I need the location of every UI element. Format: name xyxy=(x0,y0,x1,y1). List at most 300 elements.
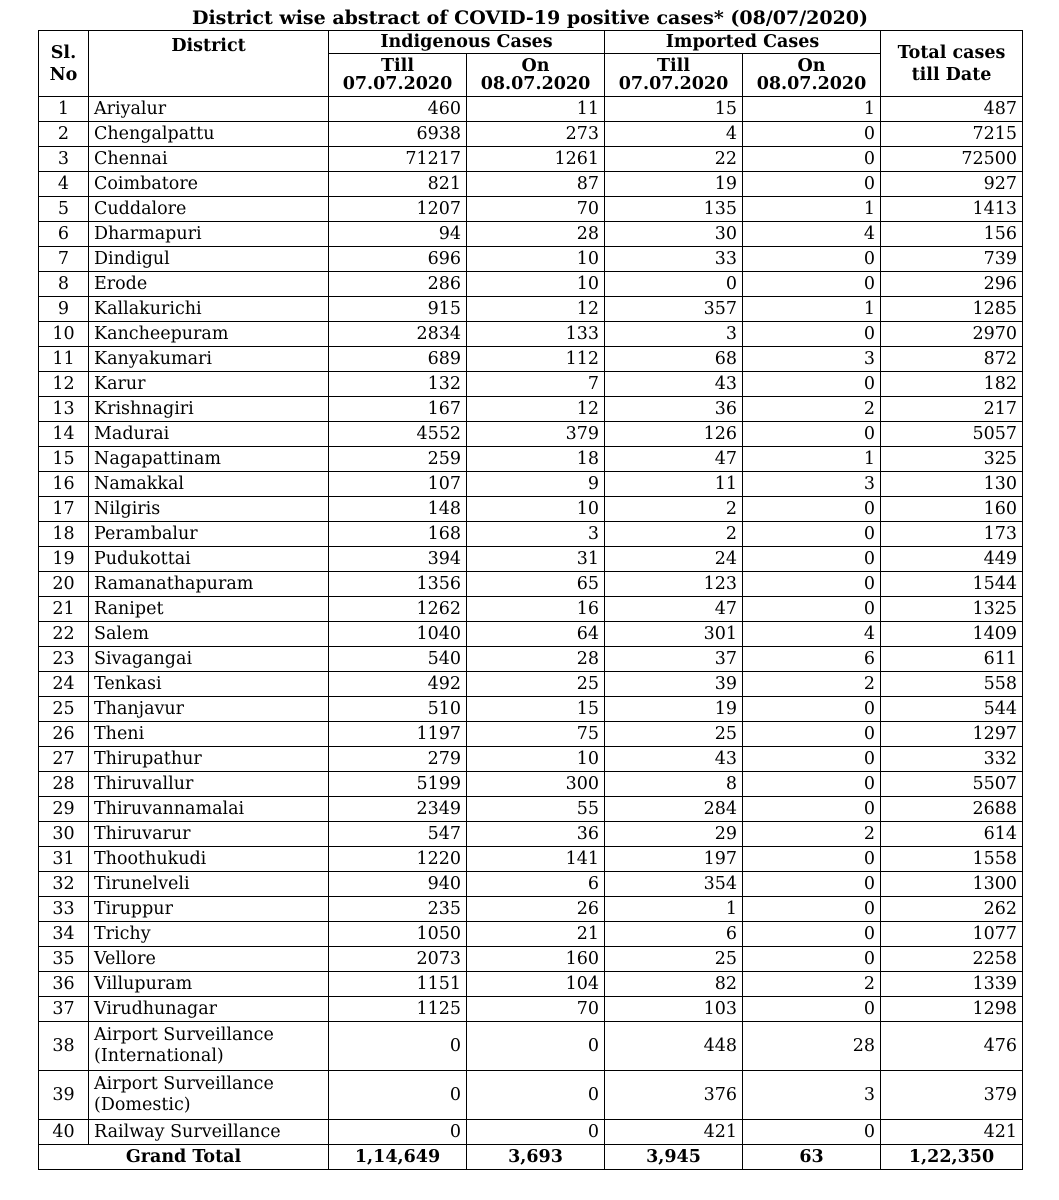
imported-on-cell: 2 xyxy=(743,397,881,422)
table-row xyxy=(39,247,1023,272)
indigenous-on-cell: 21 xyxy=(467,922,605,947)
table-row xyxy=(39,622,1023,647)
total-cases-cell: 927 xyxy=(881,172,1023,197)
indigenous-on-cell: 133 xyxy=(467,322,605,347)
sl-no-cell: 33 xyxy=(39,897,89,922)
district-cell: Perambalur xyxy=(89,522,329,547)
imported-till-cell: 4 xyxy=(605,122,743,147)
total-cases-cell: 476 xyxy=(881,1022,1023,1071)
sl-no-cell: 27 xyxy=(39,747,89,772)
district-cell: Salem xyxy=(89,622,329,647)
imported-till-cell: 19 xyxy=(605,697,743,722)
table-row xyxy=(39,597,1023,622)
indigenous-on-cell: 10 xyxy=(467,272,605,297)
imported-till-cell: 43 xyxy=(605,372,743,397)
header-district xyxy=(89,31,329,97)
table-row xyxy=(39,522,1023,547)
table-row xyxy=(39,547,1023,572)
indigenous-on-cell: 6 xyxy=(467,872,605,897)
indigenous-on-cell: 15 xyxy=(467,697,605,722)
imported-on-cell: 0 xyxy=(743,922,881,947)
indigenous-on-cell: 28 xyxy=(467,222,605,247)
sl-no-cell: 38 xyxy=(39,1022,89,1071)
table-row xyxy=(39,897,1023,922)
table-row xyxy=(39,447,1023,472)
imported-till-cell: 39 xyxy=(605,672,743,697)
table-row xyxy=(39,872,1023,897)
imported-on-cell: 2 xyxy=(743,972,881,997)
indigenous-on-cell: 16 xyxy=(467,597,605,622)
sl-no-cell: 13 xyxy=(39,397,89,422)
indigenous-till-cell: 1151 xyxy=(329,972,467,997)
sl-no-cell: 29 xyxy=(39,797,89,822)
table-row xyxy=(39,197,1023,222)
indigenous-on-cell: 28 xyxy=(467,647,605,672)
imported-on-cell: 0 xyxy=(743,847,881,872)
sl-no-cell: 11 xyxy=(39,347,89,372)
imported-on-cell: 0 xyxy=(743,522,881,547)
indigenous-on-cell: 70 xyxy=(467,197,605,222)
imported-on-cell: 0 xyxy=(743,722,881,747)
imported-till-cell: 197 xyxy=(605,847,743,872)
sl-no-cell: 18 xyxy=(39,522,89,547)
total-cases-cell: 182 xyxy=(881,372,1023,397)
total-cases-cell: 160 xyxy=(881,497,1023,522)
total-cases-cell: 1298 xyxy=(881,997,1023,1022)
indigenous-till-cell: 1125 xyxy=(329,997,467,1022)
district-cell: Tirunelveli xyxy=(89,872,329,897)
total-cases-cell: 72500 xyxy=(881,147,1023,172)
indigenous-on-cell: 12 xyxy=(467,297,605,322)
imported-till-cell: 25 xyxy=(605,722,743,747)
district-cell: Kanyakumari xyxy=(89,347,329,372)
total-cases-cell: 1077 xyxy=(881,922,1023,947)
sl-no-cell: 28 xyxy=(39,772,89,797)
imported-on-cell: 0 xyxy=(743,897,881,922)
district-cell: Cuddalore xyxy=(89,197,329,222)
table-row xyxy=(39,772,1023,797)
sl-no-cell: 14 xyxy=(39,422,89,447)
total-cases-cell: 449 xyxy=(881,547,1023,572)
total-cases-cell: 1413 xyxy=(881,197,1023,222)
district-cell: Thiruvannamalai xyxy=(89,797,329,822)
imported-on-cell: 0 xyxy=(743,747,881,772)
imported-till-cell: 22 xyxy=(605,147,743,172)
total-cases-cell: 739 xyxy=(881,247,1023,272)
sl-no-cell: 31 xyxy=(39,847,89,872)
imported-on-cell: 0 xyxy=(743,947,881,972)
indigenous-till-cell: 4552 xyxy=(329,422,467,447)
total-cases-cell: 1409 xyxy=(881,622,1023,647)
table-row xyxy=(39,397,1023,422)
imported-till-cell: 0 xyxy=(605,272,743,297)
indigenous-till-cell: 510 xyxy=(329,697,467,722)
imported-till-cell: 82 xyxy=(605,972,743,997)
total-cases-cell: 156 xyxy=(881,222,1023,247)
indigenous-on-cell: 36 xyxy=(467,822,605,847)
district-cell: Nagapattinam xyxy=(89,447,329,472)
imported-till-cell: 3 xyxy=(605,322,743,347)
imported-on-cell: 6 xyxy=(743,647,881,672)
table-row xyxy=(39,1071,1023,1120)
imported-till-cell: 11 xyxy=(605,472,743,497)
district-cell: Chennai xyxy=(89,147,329,172)
imported-on-cell: 0 xyxy=(743,247,881,272)
sl-no-cell: 16 xyxy=(39,472,89,497)
district-cell: Thanjavur xyxy=(89,697,329,722)
header-indigenous-cases: Indigenous Cases xyxy=(329,31,605,54)
table-body xyxy=(39,97,1023,1145)
total-cases-cell: 1285 xyxy=(881,297,1023,322)
indigenous-till-cell: 821 xyxy=(329,172,467,197)
indigenous-till-cell: 71217 xyxy=(329,147,467,172)
district-cases-table xyxy=(38,30,1023,1170)
imported-on-cell: 0 xyxy=(743,772,881,797)
imported-on-cell: 3 xyxy=(743,472,881,497)
sl-no-cell: 9 xyxy=(39,297,89,322)
imported-till-cell: 103 xyxy=(605,997,743,1022)
district-cell: Villupuram xyxy=(89,972,329,997)
indigenous-on-cell: 112 xyxy=(467,347,605,372)
total-cases-cell: 7215 xyxy=(881,122,1023,147)
indigenous-on-cell: 87 xyxy=(467,172,605,197)
table-row xyxy=(39,922,1023,947)
imported-till-cell: 43 xyxy=(605,747,743,772)
imported-on-cell: 4 xyxy=(743,622,881,647)
indigenous-till-cell: 1040 xyxy=(329,622,467,647)
imported-on-cell: 0 xyxy=(743,372,881,397)
sl-no-cell: 7 xyxy=(39,247,89,272)
table-row xyxy=(39,997,1023,1022)
indigenous-on-cell: 104 xyxy=(467,972,605,997)
imported-on-cell: 2 xyxy=(743,672,881,697)
indigenous-on-cell: 64 xyxy=(467,622,605,647)
indigenous-on-cell: 379 xyxy=(467,422,605,447)
imported-till-cell: 47 xyxy=(605,447,743,472)
page-title: District wise abstract of COVID-19 positive cases* (08/07/2020) xyxy=(191,7,869,29)
total-cases-cell: 2688 xyxy=(881,797,1023,822)
table-row xyxy=(39,1120,1023,1145)
district-cell: Thiruvallur xyxy=(89,772,329,797)
indigenous-on-cell: 70 xyxy=(467,997,605,1022)
district-cell: Thiruvarur xyxy=(89,822,329,847)
sl-no-cell: 15 xyxy=(39,447,89,472)
district-cell: Tenkasi xyxy=(89,672,329,697)
table-row xyxy=(39,472,1023,497)
district-cell: Ranipet xyxy=(89,597,329,622)
imported-till-cell: 421 xyxy=(605,1120,743,1145)
district-cell: Railway Surveillance xyxy=(89,1120,329,1145)
total-cases-cell: 296 xyxy=(881,272,1023,297)
indigenous-on-cell: 18 xyxy=(467,447,605,472)
imported-on-cell: 0 xyxy=(743,1120,881,1145)
district-cell: Trichy xyxy=(89,922,329,947)
total-cases-cell: 1297 xyxy=(881,722,1023,747)
table-row xyxy=(39,972,1023,997)
district-cell: Airport Surveillance (Domestic) xyxy=(89,1071,329,1120)
header-indigenous-till: Till 07.07.2020 xyxy=(329,54,467,97)
table-row xyxy=(39,797,1023,822)
total-cases-cell: 2258 xyxy=(881,947,1023,972)
imported-till-cell: 284 xyxy=(605,797,743,822)
sl-no-cell: 23 xyxy=(39,647,89,672)
district-cell: Ramanathapuram xyxy=(89,572,329,597)
indigenous-on-cell: 55 xyxy=(467,797,605,822)
indigenous-till-cell: 696 xyxy=(329,247,467,272)
table-row xyxy=(39,147,1023,172)
table-row xyxy=(39,947,1023,972)
total-cases-cell: 614 xyxy=(881,822,1023,847)
imported-till-cell: 36 xyxy=(605,397,743,422)
table-row xyxy=(39,697,1023,722)
grand-total-label: Grand Total xyxy=(39,1145,329,1170)
imported-on-cell: 1 xyxy=(743,97,881,122)
sl-no-cell: 17 xyxy=(39,497,89,522)
indigenous-till-cell: 689 xyxy=(329,347,467,372)
imported-on-cell: 1 xyxy=(743,297,881,322)
sl-no-cell: 30 xyxy=(39,822,89,847)
imported-till-cell: 2 xyxy=(605,522,743,547)
indigenous-till-cell: 1220 xyxy=(329,847,467,872)
grand-total-indigenous-till: 1,14,649 xyxy=(329,1145,467,1170)
indigenous-till-cell: 1356 xyxy=(329,572,467,597)
indigenous-till-cell: 394 xyxy=(329,547,467,572)
grand-total-indigenous-on: 3,693 xyxy=(467,1145,605,1170)
total-cases-cell: 487 xyxy=(881,97,1023,122)
indigenous-till-cell: 547 xyxy=(329,822,467,847)
indigenous-till-cell: 235 xyxy=(329,897,467,922)
imported-on-cell: 0 xyxy=(743,422,881,447)
district-cell: Tiruppur xyxy=(89,897,329,922)
total-cases-cell: 5507 xyxy=(881,772,1023,797)
total-cases-cell: 332 xyxy=(881,747,1023,772)
table-row xyxy=(39,672,1023,697)
table-row xyxy=(39,822,1023,847)
indigenous-on-cell: 75 xyxy=(467,722,605,747)
imported-on-cell: 0 xyxy=(743,272,881,297)
indigenous-on-cell: 12 xyxy=(467,397,605,422)
indigenous-on-cell: 273 xyxy=(467,122,605,147)
indigenous-till-cell: 107 xyxy=(329,472,467,497)
table-row xyxy=(39,322,1023,347)
sl-no-cell: 6 xyxy=(39,222,89,247)
imported-till-cell: 448 xyxy=(605,1022,743,1071)
sl-no-cell: 19 xyxy=(39,547,89,572)
total-cases-cell: 611 xyxy=(881,647,1023,672)
indigenous-till-cell: 1197 xyxy=(329,722,467,747)
district-cell: Namakkal xyxy=(89,472,329,497)
indigenous-on-cell: 7 xyxy=(467,372,605,397)
imported-on-cell: 0 xyxy=(743,997,881,1022)
imported-till-cell: 68 xyxy=(605,347,743,372)
imported-till-cell: 8 xyxy=(605,772,743,797)
indigenous-till-cell: 6938 xyxy=(329,122,467,147)
district-cell: Dindigul xyxy=(89,247,329,272)
table-row xyxy=(39,847,1023,872)
indigenous-till-cell: 279 xyxy=(329,747,467,772)
sl-no-cell: 39 xyxy=(39,1071,89,1120)
sl-no-cell: 36 xyxy=(39,972,89,997)
indigenous-till-cell: 1207 xyxy=(329,197,467,222)
imported-on-cell: 0 xyxy=(743,122,881,147)
sl-no-cell: 4 xyxy=(39,172,89,197)
grand-total-imported-on: 63 xyxy=(743,1145,881,1170)
imported-till-cell: 25 xyxy=(605,947,743,972)
district-cell: Vellore xyxy=(89,947,329,972)
total-cases-cell: 558 xyxy=(881,672,1023,697)
table-row xyxy=(39,372,1023,397)
imported-till-cell: 15 xyxy=(605,97,743,122)
total-cases-cell: 544 xyxy=(881,697,1023,722)
indigenous-till-cell: 0 xyxy=(329,1120,467,1145)
district-cell: Sivagangai xyxy=(89,647,329,672)
table-row xyxy=(39,222,1023,247)
sl-no-cell: 32 xyxy=(39,872,89,897)
imported-on-cell: 0 xyxy=(743,797,881,822)
total-cases-cell: 2970 xyxy=(881,322,1023,347)
indigenous-till-cell: 94 xyxy=(329,222,467,247)
imported-on-cell: 3 xyxy=(743,1071,881,1120)
table-row xyxy=(39,722,1023,747)
district-cell: Krishnagiri xyxy=(89,397,329,422)
header-sl-no-text: Sl. No xyxy=(49,42,78,85)
indigenous-on-cell: 26 xyxy=(467,897,605,922)
district-cell: Virudhunagar xyxy=(89,997,329,1022)
district-cell: Theni xyxy=(89,722,329,747)
total-cases-cell: 325 xyxy=(881,447,1023,472)
imported-till-cell: 376 xyxy=(605,1071,743,1120)
grand-total-imported-till: 3,945 xyxy=(605,1145,743,1170)
indigenous-till-cell: 259 xyxy=(329,447,467,472)
total-cases-cell: 130 xyxy=(881,472,1023,497)
imported-till-cell: 2 xyxy=(605,497,743,522)
indigenous-till-cell: 148 xyxy=(329,497,467,522)
imported-till-cell: 33 xyxy=(605,247,743,272)
sl-no-cell: 37 xyxy=(39,997,89,1022)
table-row xyxy=(39,272,1023,297)
indigenous-till-cell: 460 xyxy=(329,97,467,122)
indigenous-till-cell: 940 xyxy=(329,872,467,897)
table-row xyxy=(39,422,1023,447)
table-row xyxy=(39,747,1023,772)
imported-till-cell: 354 xyxy=(605,872,743,897)
table-row xyxy=(39,572,1023,597)
table-row xyxy=(39,122,1023,147)
header-sl-no xyxy=(39,31,89,97)
sl-no-cell: 26 xyxy=(39,722,89,747)
indigenous-till-cell: 168 xyxy=(329,522,467,547)
table-row xyxy=(39,1022,1023,1071)
imported-till-cell: 126 xyxy=(605,422,743,447)
imported-till-cell: 123 xyxy=(605,572,743,597)
imported-till-cell: 6 xyxy=(605,922,743,947)
district-cell: Pudukottai xyxy=(89,547,329,572)
sl-no-cell: 24 xyxy=(39,672,89,697)
indigenous-on-cell: 0 xyxy=(467,1120,605,1145)
imported-on-cell: 2 xyxy=(743,822,881,847)
imported-on-cell: 0 xyxy=(743,872,881,897)
total-cases-cell: 173 xyxy=(881,522,1023,547)
indigenous-on-cell: 160 xyxy=(467,947,605,972)
table-row xyxy=(39,497,1023,522)
sl-no-cell: 3 xyxy=(39,147,89,172)
sl-no-cell: 40 xyxy=(39,1120,89,1145)
imported-till-cell: 47 xyxy=(605,597,743,622)
total-cases-cell: 1339 xyxy=(881,972,1023,997)
grand-total-cases: 1,22,350 xyxy=(881,1145,1023,1170)
header-indigenous-on: On 08.07.2020 xyxy=(467,54,605,97)
indigenous-till-cell: 0 xyxy=(329,1022,467,1071)
imported-till-cell: 37 xyxy=(605,647,743,672)
imported-on-cell: 0 xyxy=(743,547,881,572)
sl-no-cell: 5 xyxy=(39,197,89,222)
indigenous-on-cell: 3 xyxy=(467,522,605,547)
district-cell: Kallakurichi xyxy=(89,297,329,322)
district-cell: Airport Surveillance (International) xyxy=(89,1022,329,1071)
imported-on-cell: 0 xyxy=(743,322,881,347)
imported-on-cell: 4 xyxy=(743,222,881,247)
district-cell: Thoothukudi xyxy=(89,847,329,872)
indigenous-on-cell: 9 xyxy=(467,472,605,497)
imported-on-cell: 0 xyxy=(743,597,881,622)
total-cases-cell: 872 xyxy=(881,347,1023,372)
imported-till-cell: 24 xyxy=(605,547,743,572)
header-total-cases-text: Total cases till Date xyxy=(897,42,1006,85)
indigenous-till-cell: 2073 xyxy=(329,947,467,972)
imported-on-cell: 0 xyxy=(743,572,881,597)
total-cases-cell: 1300 xyxy=(881,872,1023,897)
imported-till-cell: 1 xyxy=(605,897,743,922)
indigenous-till-cell: 540 xyxy=(329,647,467,672)
total-cases-cell: 1325 xyxy=(881,597,1023,622)
sl-no-cell: 22 xyxy=(39,622,89,647)
sl-no-cell: 2 xyxy=(39,122,89,147)
table-row xyxy=(39,172,1023,197)
indigenous-on-cell: 10 xyxy=(467,747,605,772)
imported-till-cell: 19 xyxy=(605,172,743,197)
imported-on-cell: 0 xyxy=(743,147,881,172)
sl-no-cell: 8 xyxy=(39,272,89,297)
indigenous-till-cell: 1050 xyxy=(329,922,467,947)
sl-no-cell: 1 xyxy=(39,97,89,122)
indigenous-till-cell: 2834 xyxy=(329,322,467,347)
imported-on-cell: 0 xyxy=(743,497,881,522)
indigenous-on-cell: 141 xyxy=(467,847,605,872)
indigenous-till-cell: 167 xyxy=(329,397,467,422)
total-cases-cell: 217 xyxy=(881,397,1023,422)
imported-on-cell: 3 xyxy=(743,347,881,372)
district-cell: Erode xyxy=(89,272,329,297)
table-row xyxy=(39,297,1023,322)
indigenous-till-cell: 286 xyxy=(329,272,467,297)
indigenous-till-cell: 5199 xyxy=(329,772,467,797)
total-cases-cell: 1544 xyxy=(881,572,1023,597)
grand-total-row xyxy=(39,1145,1023,1170)
header-imported-on: On 08.07.2020 xyxy=(743,54,881,97)
table-row xyxy=(39,97,1023,122)
indigenous-on-cell: 11 xyxy=(467,97,605,122)
imported-till-cell: 29 xyxy=(605,822,743,847)
indigenous-on-cell: 0 xyxy=(467,1022,605,1071)
header-total-cases xyxy=(881,31,1023,97)
indigenous-on-cell: 31 xyxy=(467,547,605,572)
imported-till-cell: 30 xyxy=(605,222,743,247)
total-cases-cell: 379 xyxy=(881,1071,1023,1120)
header-imported-cases: Imported Cases xyxy=(605,31,881,54)
district-cell: Karur xyxy=(89,372,329,397)
indigenous-till-cell: 1262 xyxy=(329,597,467,622)
imported-on-cell: 28 xyxy=(743,1022,881,1071)
